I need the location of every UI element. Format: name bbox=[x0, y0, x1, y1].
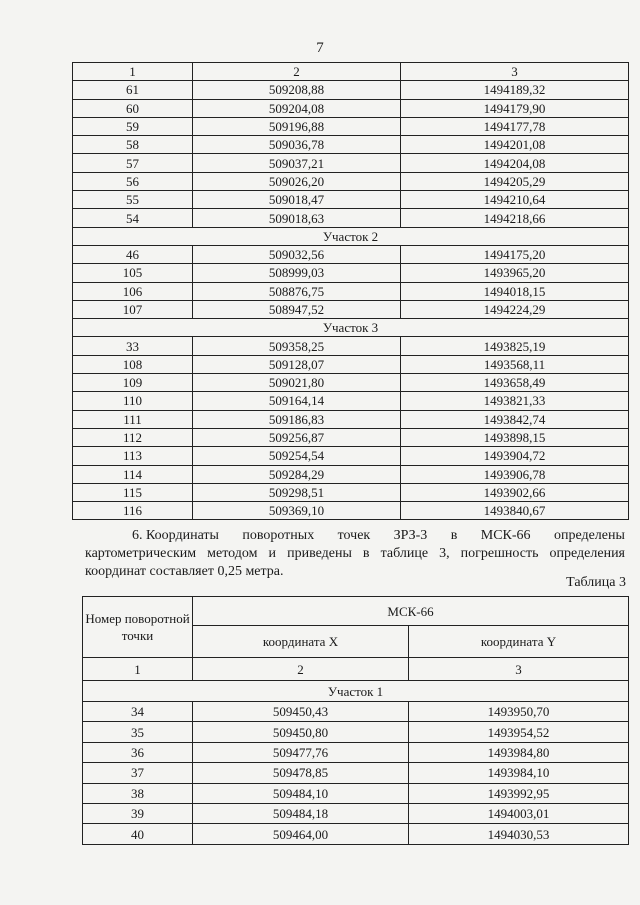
point-number: 37 bbox=[83, 763, 193, 783]
coordinate-y: 1493984,80 bbox=[409, 742, 629, 762]
table-row bbox=[73, 428, 629, 446]
table-row bbox=[73, 447, 629, 465]
coordinate-x: 509450,80 bbox=[193, 722, 409, 742]
point-number: 105 bbox=[73, 264, 193, 282]
point-number: 113 bbox=[73, 447, 193, 465]
coordinate-x: 508947,52 bbox=[193, 300, 401, 318]
coordinate-y: 1494189,32 bbox=[401, 81, 629, 99]
table-row bbox=[83, 803, 629, 823]
coordinate-x: 509484,18 bbox=[193, 803, 409, 823]
coordinate-y: 1494030,53 bbox=[409, 824, 629, 844]
table-row bbox=[73, 355, 629, 373]
coordinate-y: 1493842,74 bbox=[401, 410, 629, 428]
paragraph-line-2: картометрическим методом и приведены в таблице 3, погрешность определения bbox=[85, 546, 625, 561]
t3-col-num-3: 3 bbox=[409, 658, 629, 681]
table-row bbox=[73, 465, 629, 483]
coordinate-y: 1494179,90 bbox=[401, 99, 629, 117]
col-num-1: 1 bbox=[73, 63, 193, 81]
point-number: 55 bbox=[73, 191, 193, 209]
coordinate-y: 1494205,29 bbox=[401, 172, 629, 190]
coordinate-y: 1493902,66 bbox=[401, 483, 629, 501]
page-number: 7 bbox=[316, 40, 324, 56]
coordinate-y: 1493568,11 bbox=[401, 355, 629, 373]
coordinate-y: 1493954,52 bbox=[409, 722, 629, 742]
table1-column-numbers bbox=[73, 63, 629, 81]
coordinate-y: 1494224,29 bbox=[401, 300, 629, 318]
paragraph-line-1 bbox=[85, 527, 625, 545]
table-row bbox=[73, 172, 629, 190]
coordinate-x: 509186,83 bbox=[193, 410, 401, 428]
coordinate-x: 509026,20 bbox=[193, 172, 401, 190]
coordinate-x: 509196,88 bbox=[193, 117, 401, 135]
coordinate-y: 1493658,49 bbox=[401, 374, 629, 392]
coordinate-y: 1494177,78 bbox=[401, 117, 629, 135]
table3-header-row-1 bbox=[83, 597, 629, 626]
point-number: 110 bbox=[73, 392, 193, 410]
point-number: 57 bbox=[73, 154, 193, 172]
point-number: 61 bbox=[73, 81, 193, 99]
t3-col-num-2: 2 bbox=[193, 658, 409, 681]
point-number: 56 bbox=[73, 172, 193, 190]
coordinate-x: 509256,87 bbox=[193, 428, 401, 446]
section-row bbox=[73, 319, 629, 337]
table-row bbox=[83, 742, 629, 762]
coordinate-y: 1493992,95 bbox=[409, 783, 629, 803]
coordinate-y: 1494018,15 bbox=[401, 282, 629, 300]
coordinate-y: 1494201,08 bbox=[401, 136, 629, 154]
coordinate-y: 1494218,66 bbox=[401, 209, 629, 227]
table-row bbox=[73, 191, 629, 209]
point-number: 34 bbox=[83, 702, 193, 722]
coordinate-y: 1493904,72 bbox=[401, 447, 629, 465]
coordinate-y: 1494175,20 bbox=[401, 245, 629, 263]
coordinate-x: 508999,03 bbox=[193, 264, 401, 282]
coordinate-x: 509208,88 bbox=[193, 81, 401, 99]
coordinate-x: 509164,14 bbox=[193, 392, 401, 410]
table-row bbox=[73, 483, 629, 501]
table-row bbox=[73, 117, 629, 135]
table-row bbox=[73, 300, 629, 318]
table-row bbox=[83, 763, 629, 783]
paragraph-word: в bbox=[450, 528, 458, 543]
point-number: 58 bbox=[73, 136, 193, 154]
table-row bbox=[73, 392, 629, 410]
table-row bbox=[73, 282, 629, 300]
table-row bbox=[73, 502, 629, 520]
coordinate-x: 509128,07 bbox=[193, 355, 401, 373]
point-number: 39 bbox=[83, 803, 193, 823]
table-row bbox=[73, 264, 629, 282]
table-row bbox=[73, 410, 629, 428]
table-row bbox=[73, 136, 629, 154]
header-coordinate-system: МСК-66 bbox=[193, 597, 629, 626]
table-row bbox=[73, 209, 629, 227]
table-row bbox=[83, 722, 629, 742]
coordinate-x: 509478,85 bbox=[193, 763, 409, 783]
table-row bbox=[73, 374, 629, 392]
section-row bbox=[73, 227, 629, 245]
paragraph-word: определены bbox=[553, 528, 625, 543]
coordinate-x: 509284,29 bbox=[193, 465, 401, 483]
table1-body bbox=[73, 63, 629, 520]
table-row bbox=[83, 783, 629, 803]
point-number: 107 bbox=[73, 300, 193, 318]
coordinate-y: 1494204,08 bbox=[401, 154, 629, 172]
section-label: Участок 2 bbox=[73, 227, 629, 245]
coordinate-y: 1493950,70 bbox=[409, 702, 629, 722]
coordinate-x: 509032,56 bbox=[193, 245, 401, 263]
point-number: 115 bbox=[73, 483, 193, 501]
point-number: 114 bbox=[73, 465, 193, 483]
coordinate-y: 1493821,33 bbox=[401, 392, 629, 410]
table-row bbox=[73, 245, 629, 263]
header-coordinate-x: координата X bbox=[193, 626, 409, 658]
point-number: 106 bbox=[73, 282, 193, 300]
point-number: 116 bbox=[73, 502, 193, 520]
table3-body bbox=[83, 597, 629, 845]
coordinate-x: 509204,08 bbox=[193, 99, 401, 117]
coordinate-y: 1493965,20 bbox=[401, 264, 629, 282]
table-row bbox=[73, 99, 629, 117]
paragraph-6 bbox=[85, 527, 625, 581]
section-label: Участок 3 bbox=[73, 319, 629, 337]
point-number: 111 bbox=[73, 410, 193, 428]
point-number: 40 bbox=[83, 824, 193, 844]
point-number: 54 bbox=[73, 209, 193, 227]
coordinate-y: 1493984,10 bbox=[409, 763, 629, 783]
coordinate-x: 509450,43 bbox=[193, 702, 409, 722]
coordinate-x: 509254,54 bbox=[193, 447, 401, 465]
coordinate-y: 1493825,19 bbox=[401, 337, 629, 355]
paragraph-line-3: координат составляет 0,25 метра. bbox=[85, 564, 284, 579]
paragraph-word: ЗРЗ-3 bbox=[393, 528, 428, 543]
coordinate-x: 508876,75 bbox=[193, 282, 401, 300]
table3-column-numbers bbox=[83, 658, 629, 681]
table-row bbox=[73, 154, 629, 172]
section-label: Участок 1 bbox=[83, 681, 629, 702]
table-row bbox=[83, 824, 629, 844]
point-number: 60 bbox=[73, 99, 193, 117]
coordinate-x: 509484,10 bbox=[193, 783, 409, 803]
coordinate-y: 1493906,78 bbox=[401, 465, 629, 483]
table3-section-row bbox=[83, 681, 629, 702]
coordinate-y: 1494003,01 bbox=[409, 803, 629, 823]
paragraph-word: 6. Координаты bbox=[132, 528, 219, 543]
coordinate-x: 509358,25 bbox=[193, 337, 401, 355]
table-3-label: Таблица 3 bbox=[566, 575, 626, 590]
point-number: 108 bbox=[73, 355, 193, 373]
point-number: 35 bbox=[83, 722, 193, 742]
table-row bbox=[83, 702, 629, 722]
point-number: 33 bbox=[73, 337, 193, 355]
coordinates-table-continued bbox=[72, 62, 629, 520]
paragraph-word: точек bbox=[337, 528, 371, 543]
paragraph-word: МСК-66 bbox=[480, 528, 531, 543]
coordinate-x: 509037,21 bbox=[193, 154, 401, 172]
point-number: 36 bbox=[83, 742, 193, 762]
coordinate-x: 509464,00 bbox=[193, 824, 409, 844]
coordinate-y: 1493840,67 bbox=[401, 502, 629, 520]
point-number: 109 bbox=[73, 374, 193, 392]
coordinate-x: 509298,51 bbox=[193, 483, 401, 501]
coordinate-x: 509369,10 bbox=[193, 502, 401, 520]
t3-col-num-1: 1 bbox=[83, 658, 193, 681]
coordinate-x: 509021,80 bbox=[193, 374, 401, 392]
point-number: 59 bbox=[73, 117, 193, 135]
table-3 bbox=[82, 596, 629, 845]
coordinate-x: 509477,76 bbox=[193, 742, 409, 762]
header-point-number: Номер поворотной точки bbox=[83, 597, 193, 658]
table-row bbox=[73, 337, 629, 355]
coordinate-y: 1494210,64 bbox=[401, 191, 629, 209]
coordinate-x: 509018,47 bbox=[193, 191, 401, 209]
point-number: 46 bbox=[73, 245, 193, 263]
paragraph-word: поворотных bbox=[242, 528, 315, 543]
table-row bbox=[73, 81, 629, 99]
col-num-3: 3 bbox=[401, 63, 629, 81]
coordinate-y: 1493898,15 bbox=[401, 428, 629, 446]
point-number: 38 bbox=[83, 783, 193, 803]
col-num-2: 2 bbox=[193, 63, 401, 81]
coordinate-x: 509018,63 bbox=[193, 209, 401, 227]
header-coordinate-y: координата Y bbox=[409, 626, 629, 658]
coordinate-x: 509036,78 bbox=[193, 136, 401, 154]
point-number: 112 bbox=[73, 428, 193, 446]
